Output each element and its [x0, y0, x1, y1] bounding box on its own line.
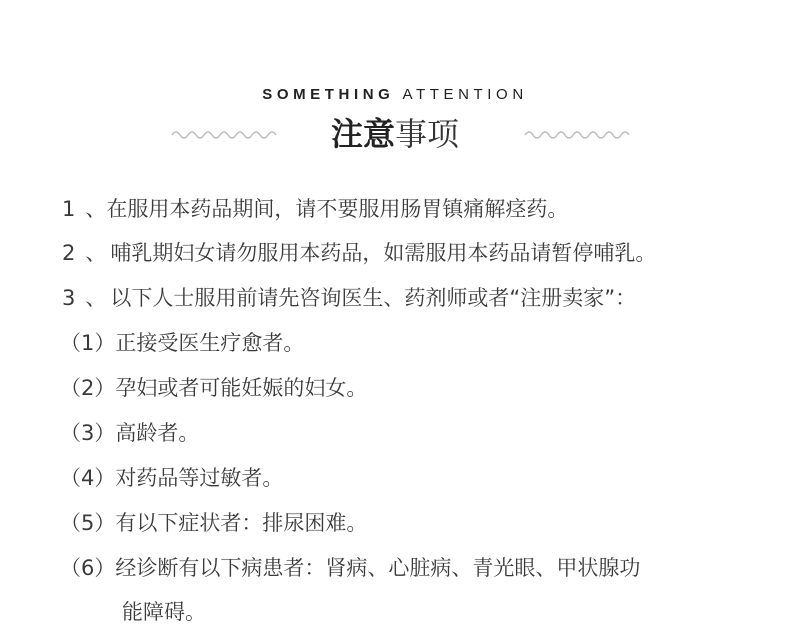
sub-item [60, 373, 367, 403]
sub-item-number: （1） [60, 331, 116, 355]
sub-item [60, 463, 283, 493]
sub-item-text: 对药品等过敏者。 [115, 466, 284, 490]
sub-item-number: （6） [60, 556, 116, 580]
sub-item-text: 经诊断有以下病患者：肾病、心脏病、青光眼、甲状腺功 [115, 556, 641, 580]
sub-item [60, 418, 199, 448]
item-text: 哺乳期妇女请勿服用本药品，如需服用本药品请暂停哺乳。 [110, 241, 657, 265]
sub-item [60, 508, 367, 538]
eyebrow-light: ATTENTION [402, 86, 528, 103]
sub-item-text: 正接受医生疗愈者。 [115, 331, 305, 355]
section-header [0, 0, 790, 170]
page-title [0, 114, 790, 154]
sub-item-text: 有以下症状者：排尿困难。 [115, 511, 368, 535]
list-item [62, 194, 568, 224]
sub-item-number: （4） [60, 466, 116, 490]
item-number: 2 [62, 241, 76, 265]
item-number: 1 [62, 197, 76, 221]
eyebrow-heading [0, 86, 790, 103]
list-item [62, 283, 636, 313]
sub-item [60, 553, 640, 583]
item-separator: 、 [85, 241, 107, 265]
item-separator: 、 [85, 197, 107, 221]
sub-item-number: （3） [60, 421, 116, 445]
sub-item-number: （5） [60, 511, 116, 535]
item-number: 3 [62, 286, 76, 310]
item-text: 以下人士服用前请先咨询医生、药剂师或者“注册卖家”： [110, 286, 637, 310]
sub-item-text: 孕妇或者可能妊娠的妇女。 [115, 376, 368, 400]
sub-item-number: （2） [60, 376, 116, 400]
title-strong: 注意 [330, 115, 395, 153]
sub-item-continuation: 能障碍。 [122, 600, 206, 624]
list-item [62, 238, 656, 268]
title-light: 事项 [395, 115, 460, 153]
wave-decoration-right-icon [523, 125, 635, 139]
item-separator: 、 [85, 286, 107, 310]
eyebrow-strong: SOMETHING [262, 86, 395, 103]
sub-item-text: 高龄者。 [115, 421, 200, 445]
item-text: 在服用本药品期间，请不要服用肠胃镇痛解痉药。 [106, 197, 569, 221]
sub-item [60, 328, 304, 358]
